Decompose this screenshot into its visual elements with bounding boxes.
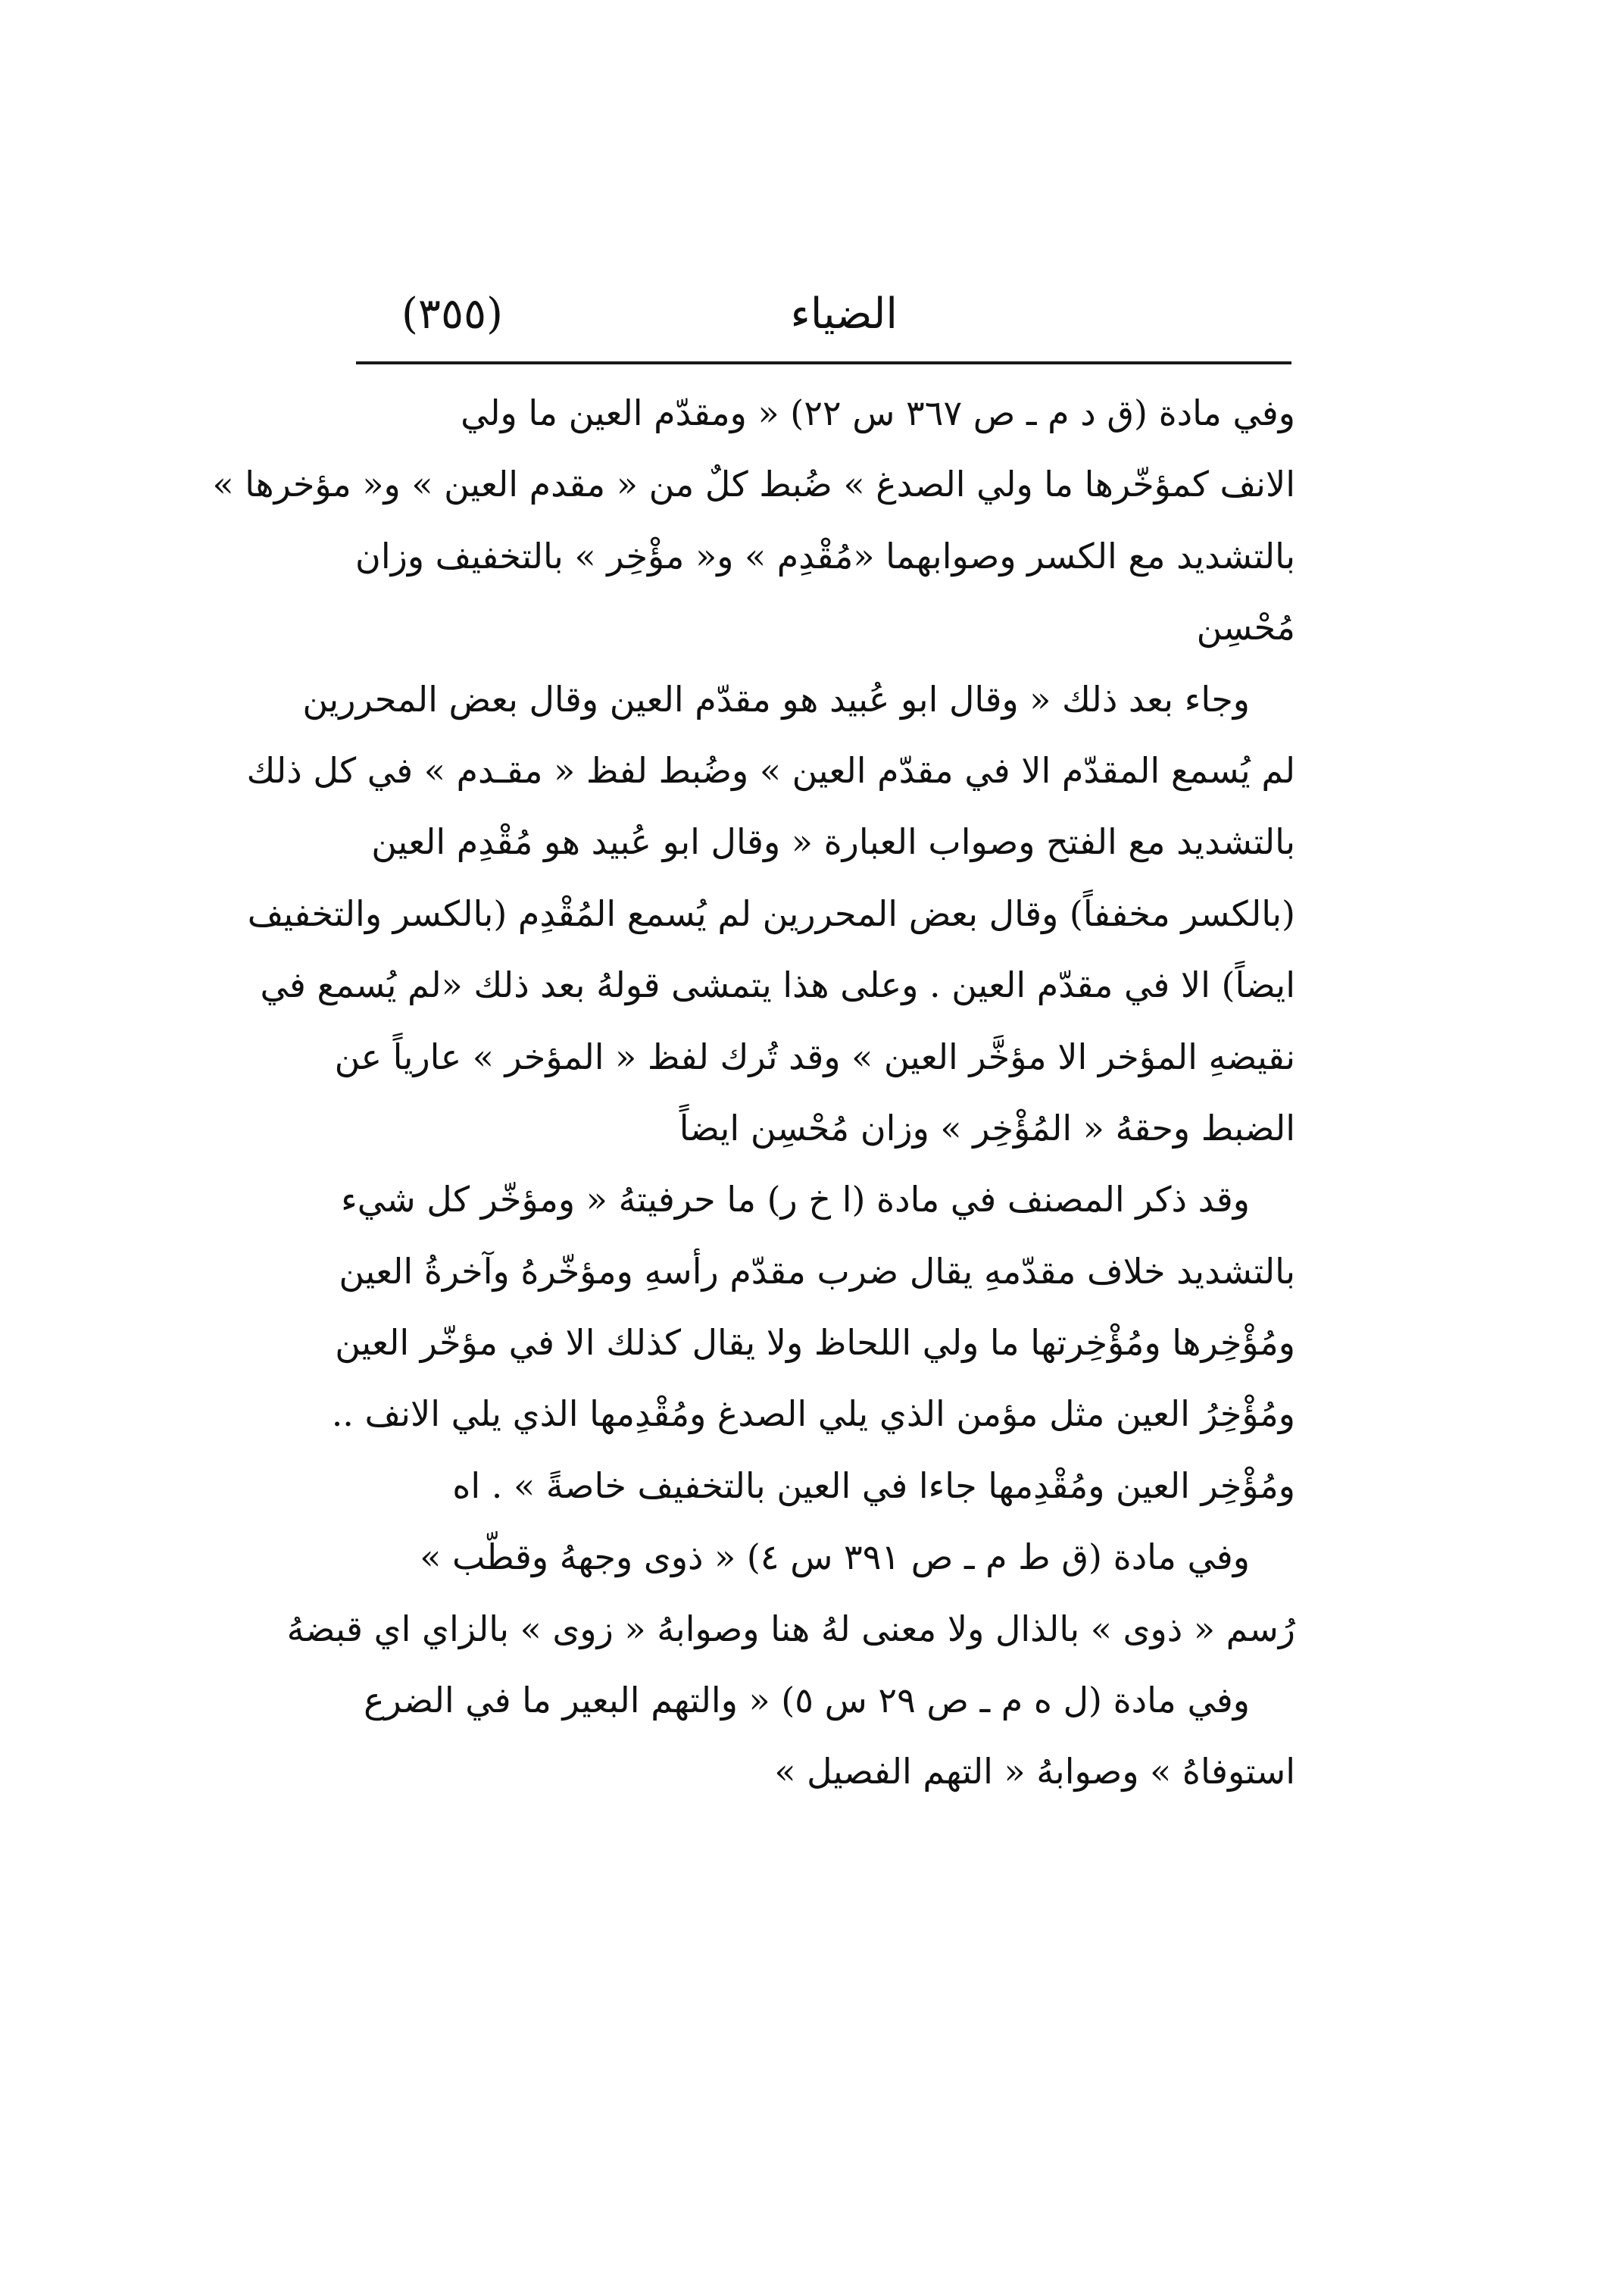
text-line: وجاء بعد ذلك « وقال ابو عُبيد هو مقدّم العين وقال بعض المحررين — [302, 678, 1250, 720]
running-title: الضياء — [790, 289, 898, 339]
text-line: وفي مادة (ق د م ـ ص ٣٦٧ س ٢٢) « ومقدّم العين ما ولي — [461, 392, 1295, 433]
page-number: (٣٥٥) — [401, 289, 503, 339]
text-line: استوفاهُ » وصوابهُ « التهم الفصيل » — [774, 1751, 1295, 1792]
text-line: بالتشديد مع الكسر وصوابهما «مُقْدِم » و« مؤْخِر » بالتخفيف وزان — [355, 535, 1295, 577]
text-line: لم يُسمع المقدّم الا في مقدّم العين » وضُبط لفظ « مقـدم » في كل ذلك — [246, 749, 1295, 791]
text-line: (بالكسر مخففاً) وقال بعض المحررين لم يُسمع المُقْدِم (بالكسر والتخفيف — [247, 892, 1295, 934]
text-line: وقد ذكر المصنف في مادة (ا خ ر) ما حرفيتهُ « ومؤخّر كل شيء — [341, 1179, 1250, 1221]
body-text — [212, 377, 1295, 1808]
text-line: وفي مادة (ل ه م ـ ص ٢٩ س ٥) « والتهم البعير ما في الضرع — [364, 1680, 1250, 1721]
text-line: بالتشديد مع الفتح وصواب العبارة « وقال ابو عُبيد هو مُقْدِم العين — [371, 821, 1295, 863]
text-line: وفي مادة (ق ط م ـ ص ٣٩١ س ٤) « ذوى وجههُ وقطّب » — [420, 1536, 1250, 1578]
text-line: ومُؤْخِرُ العين مثل مؤمن الذي يلي الصدغ ومُقْدِمها الذي يلي الانف .. — [331, 1393, 1295, 1435]
text-line: بالتشديد خلاف مقدّمهِ يقال ضرب مقدّم رأسهِ ومؤخّرهُ وآخرةُ العين — [339, 1250, 1295, 1292]
text-line: رُسم « ذوى » بالذال ولا معنى لهُ هنا وصوابهُ « زوى » بالزاي اي قبضهُ — [286, 1608, 1295, 1649]
text-line: الانف كمؤخّرها ما ولي الصدغ » ضُبط كلٌ من « مقدم العين » و« مؤخرها » — [212, 464, 1295, 505]
text-line: ايضاً) الا في مقدّم العين . وعلى هذا يتمشى قولهُ بعد ذلك «لم يُسمع في — [260, 964, 1295, 1006]
text-line: ومُؤْخِر العين ومُقْدِمها جاءا في العين بالتخفيف خاصةً » . اه — [452, 1464, 1295, 1506]
text-line: نقيضهِ المؤخر الا مؤخَّر العين » وقد تُرك لفظ « المؤخر » عارياً عن — [334, 1036, 1295, 1077]
text-line: ومُؤْخِرها ومُؤْخِرتها ما ولي اللحاظ ولا يقال كذلك الا في مؤخّر العين — [335, 1322, 1295, 1364]
text-line: مُحْسِن — [1196, 607, 1295, 649]
text-line: الضبط وحقهُ « المُؤْخِر » وزان مُحْسِن ايضاً — [679, 1107, 1295, 1149]
page-header — [356, 280, 1291, 356]
header-rule — [356, 361, 1291, 364]
